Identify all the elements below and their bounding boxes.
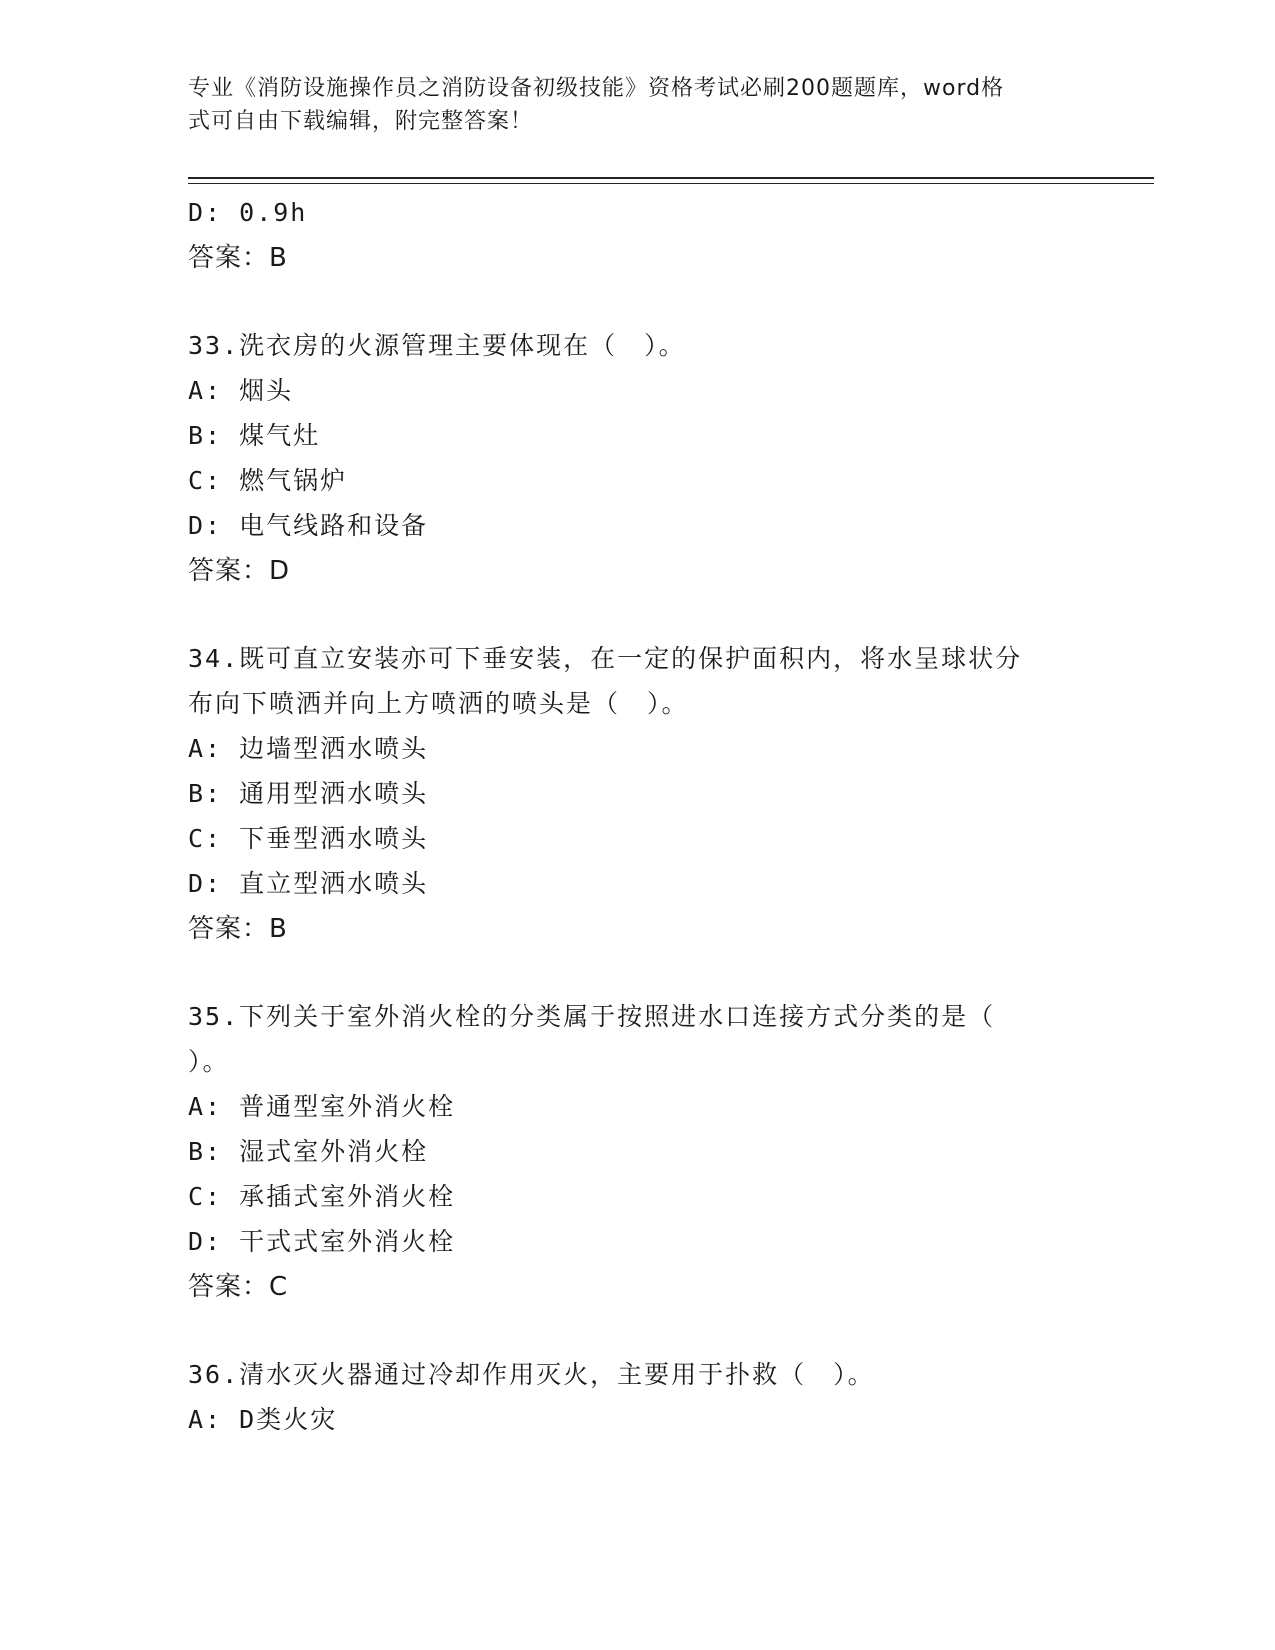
question-stem: 36.清水灭火器通过冷却作用灭火，主要用于扑救（ ）。 <box>188 1360 875 1389</box>
option-d: D: 0.9h <box>188 198 308 227</box>
question-stem: 34.既可直立安装亦可下垂安装，在一定的保护面积内，将水呈球状分 <box>188 644 1023 673</box>
answer-line: 答案：D <box>188 556 291 586</box>
option-d: D: 干式式室外消火栓 <box>188 1227 456 1256</box>
header-divider-thin <box>188 183 1154 184</box>
option-b: B: 湿式室外消火栓 <box>188 1137 429 1166</box>
spacer <box>188 953 1088 994</box>
spacer <box>188 282 1088 323</box>
question-34 <box>188 636 1088 953</box>
question-stem: 35.下列关于室外消火栓的分类属于按照进水口连接方式分类的是（ <box>188 1002 996 1031</box>
option-a: A: 边墙型洒水喷头 <box>188 734 429 763</box>
question-36 <box>188 1352 1088 1442</box>
question-content <box>188 190 1088 1442</box>
option-a: A: 烟头 <box>188 376 294 405</box>
answer-line: 答案：C <box>188 1272 289 1302</box>
header-line-1: 专业《消防设施操作员之消防设备初级技能》资格考试必刷200题题库，word格 <box>188 76 1005 101</box>
option-b: B: 煤气灶 <box>188 421 321 450</box>
option-a: A: 普通型室外消火栓 <box>188 1092 456 1121</box>
header-divider-thick <box>188 177 1154 179</box>
option-c: C: 下垂型洒水喷头 <box>188 824 429 853</box>
question-stem-continued: ）。 <box>188 1047 230 1076</box>
header-line-2: 式可自由下载编辑，附完整答案！ <box>188 109 534 134</box>
option-c: C: 燃气锅炉 <box>188 466 348 495</box>
option-d: D: 直立型洒水喷头 <box>188 869 429 898</box>
question-32-tail <box>188 190 1088 282</box>
answer-line: 答案：B <box>188 243 288 273</box>
question-stem-continued: 布向下喷洒并向上方喷洒的喷头是（ ）。 <box>188 689 689 718</box>
answer-line: 答案：B <box>188 914 288 944</box>
option-b: B: 通用型洒水喷头 <box>188 779 429 808</box>
question-35 <box>188 994 1088 1311</box>
option-c: C: 承插式室外消火栓 <box>188 1182 456 1211</box>
option-d: D: 电气线路和设备 <box>188 511 429 540</box>
question-33 <box>188 323 1088 595</box>
question-stem: 33.洗衣房的火源管理主要体现在（ ）。 <box>188 331 686 360</box>
option-a: A: D类火灾 <box>188 1405 338 1434</box>
spacer <box>188 595 1088 636</box>
spacer <box>188 1311 1088 1352</box>
page-header <box>188 72 1068 138</box>
